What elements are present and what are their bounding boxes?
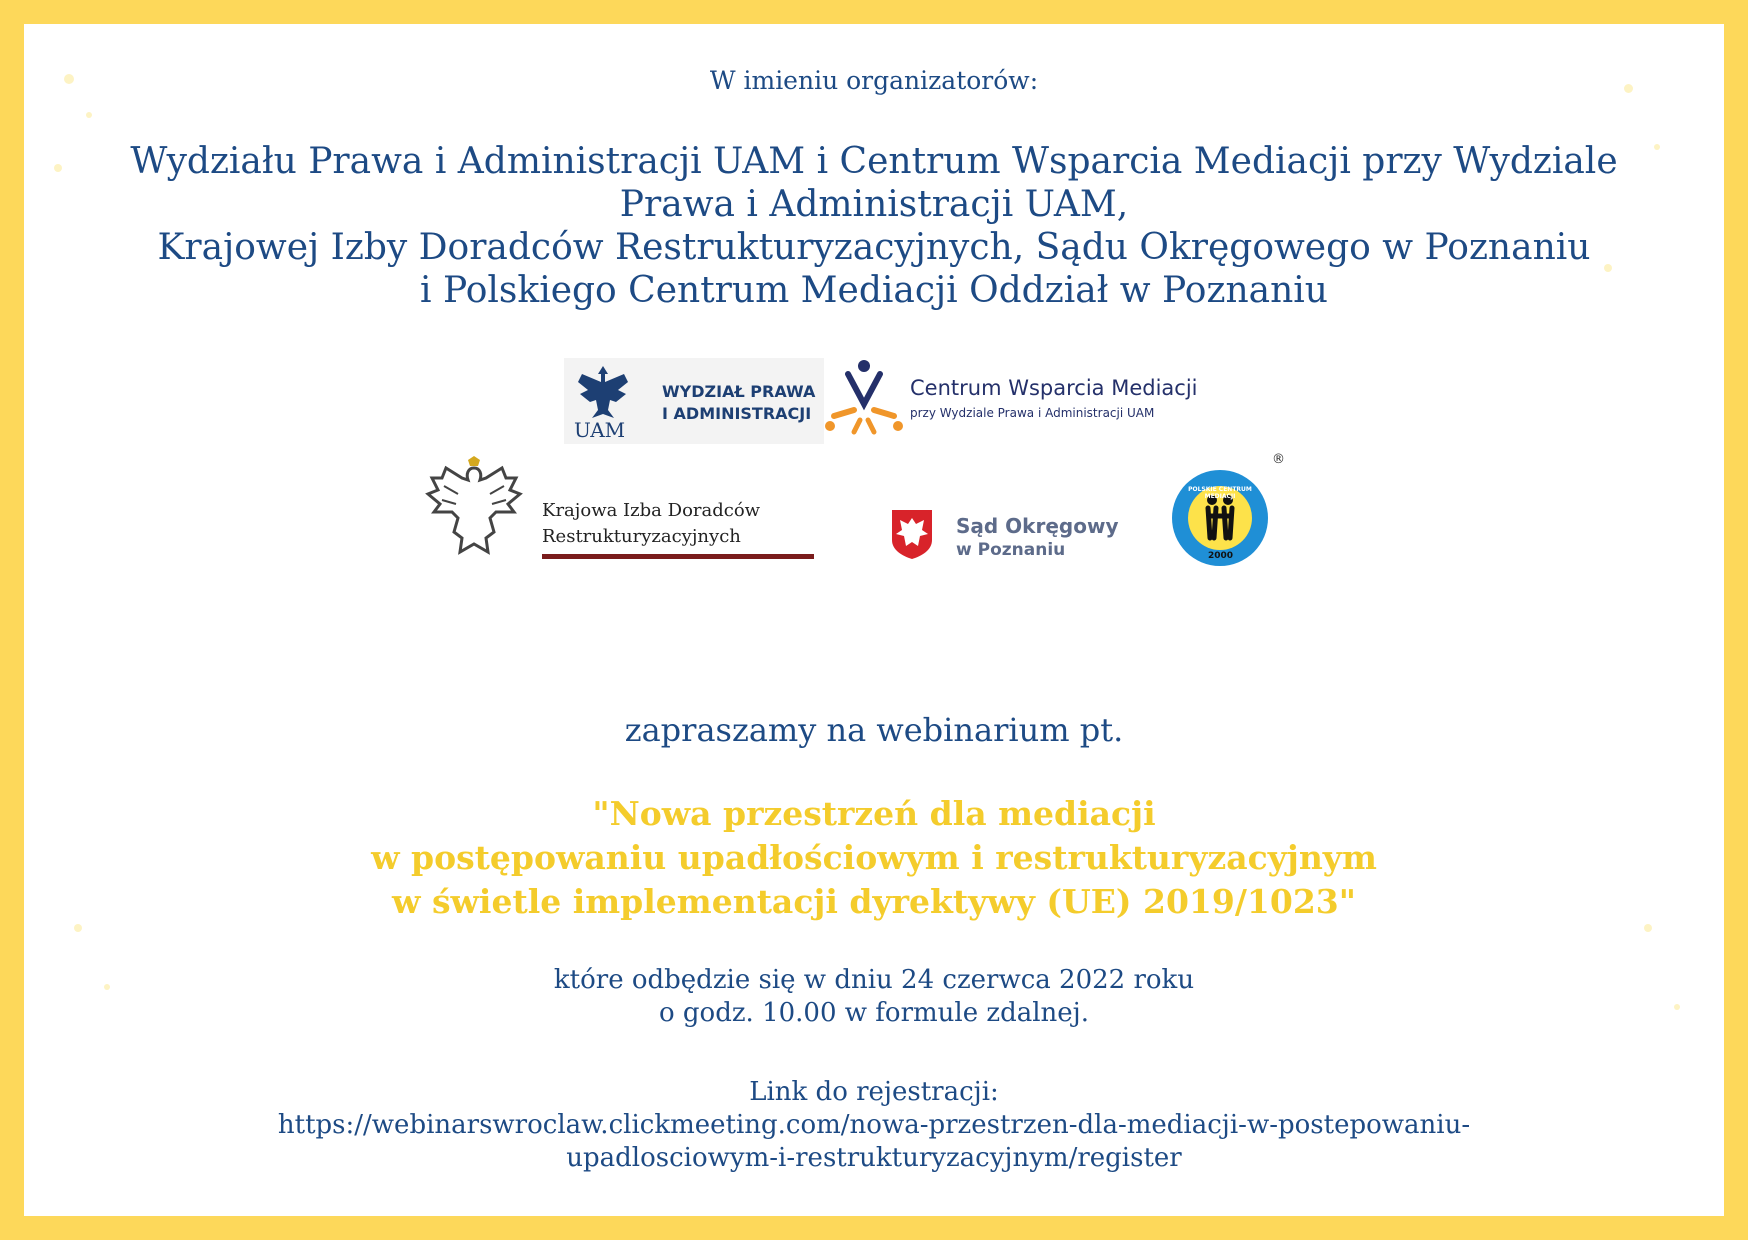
court-logo-line2: w Poznaniu [956, 540, 1066, 560]
polish-eagle-icon [424, 456, 524, 560]
uam-law-logo [564, 358, 824, 444]
registration-block [24, 1076, 1724, 1175]
kidr-underline-bar [542, 554, 814, 559]
organizers-line: Wydziału Prawa i Administracji UAM i Centrum Wsparcia Mediacji przy Wydziale [130, 141, 1618, 182]
invitation-text: zapraszamy na webinarium pt. [624, 711, 1124, 749]
kidr-logo [424, 456, 814, 566]
registration-url-line: upadlosciowym-i-restrukturyzacyjnym/register [566, 1143, 1182, 1173]
registration-link[interactable] [24, 1109, 1724, 1175]
cwm-logo-line1: Centrum Wsparcia Mediacji [910, 376, 1198, 400]
schedule-text [24, 964, 1724, 1030]
court-emblem-icon [890, 508, 934, 560]
lead-text: W imieniu organizatorów: [709, 66, 1039, 95]
pcm-year: 2000 [1208, 551, 1234, 561]
registration-url-line: https://webinarswroclaw.clickmeeting.com/nowa-przestrzen-dla-mediacji-w-postepowaniu- [277, 1110, 1471, 1140]
court-logo-line1: Sąd Okręgowy [956, 514, 1119, 538]
pcm-logo [1154, 452, 1284, 582]
schedule-line: które odbędzie się w dniu 24 czerwca 2022 roku [553, 965, 1195, 995]
webinar-title-line: w świetle implementacji dyrektywy (UE) 2019/1023" [392, 882, 1356, 921]
webinar-title-line: w postępowaniu upadłościowym i restrukturyzacyjnym [371, 838, 1377, 877]
court-logo [890, 508, 1130, 568]
registration-label: Link do rejestracji: [749, 1077, 999, 1107]
organizers-list [24, 140, 1724, 312]
organizers-line: Prawa i Administracji UAM, [619, 184, 1129, 225]
uam-logo-line2: I ADMINISTRACJI [662, 404, 812, 423]
invitation-card [24, 24, 1724, 1216]
organizers-line: Krajowej Izby Doradców Restrukturyzacyjnych, Sądu Okręgowego w Poznaniu [157, 227, 1591, 268]
uam-logo-line1: WYDZIAŁ PRAWA [662, 382, 816, 401]
schedule-line: o godz. 10.00 w formule zdalnej. [659, 998, 1089, 1028]
cwm-logo-line2: przy Wydziale Prawa i Administracji UAM [910, 406, 1155, 420]
webinar-title-line: "Nowa przestrzeń dla mediacji [592, 794, 1156, 833]
pcm-registered-mark: ® [1272, 452, 1285, 467]
uam-wordmark: UAM [574, 418, 626, 442]
cwm-figure-icon [824, 358, 904, 438]
pcm-ring-text: POLSKIE CENTRUM MEDIACJI [1188, 486, 1252, 500]
organizers-line: i Polskiego Centrum Mediacji Oddział w Poznaniu [420, 270, 1328, 311]
kidr-logo-line1: Krajowa Izba Doradców [542, 500, 761, 521]
kidr-logo-line2: Restrukturyzacyjnych [542, 526, 741, 547]
webinar-title [24, 792, 1724, 924]
cwm-logo [824, 354, 1224, 444]
